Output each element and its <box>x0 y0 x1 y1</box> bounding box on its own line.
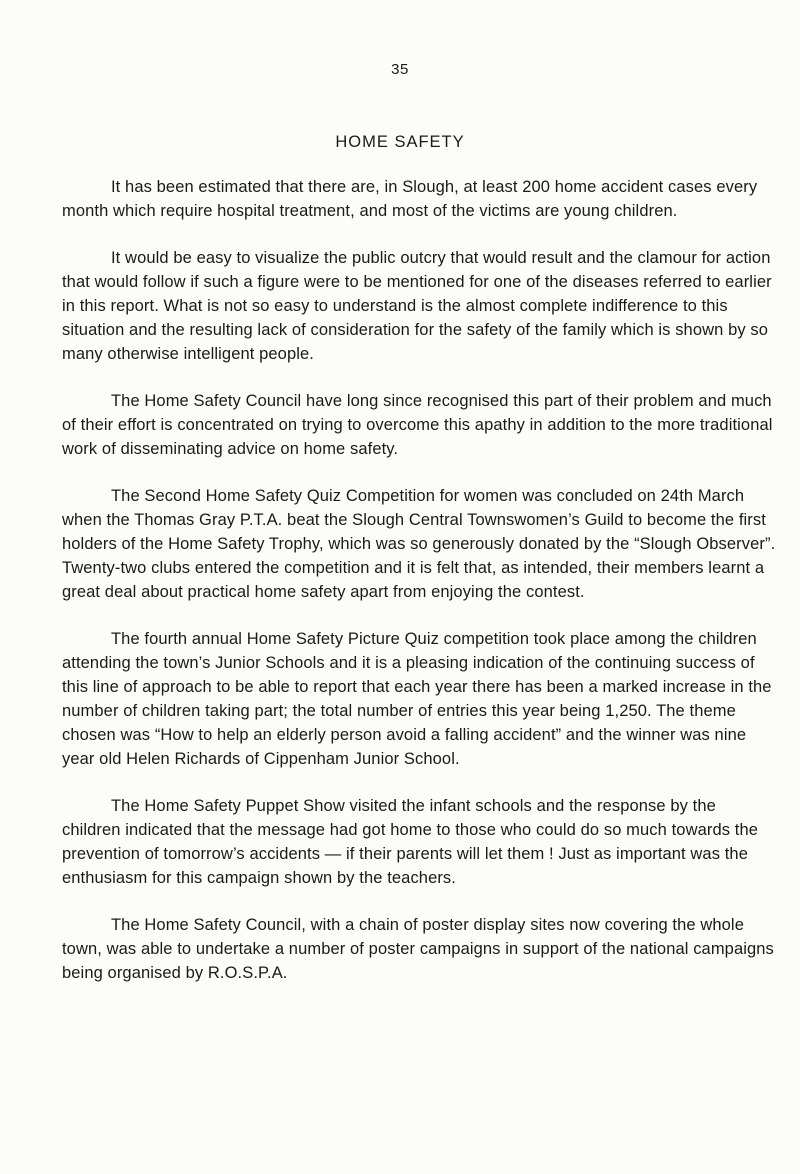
page-number: 35 <box>391 61 409 78</box>
document-body <box>62 175 778 1008</box>
page-title: HOME SAFETY <box>335 133 465 151</box>
paragraph-7: The Home Safety Council, with a chain of poster display sites now covering the whole town, was able to undertake a number of poster campaigns in support of the national campaigns being organised by R.O.S.P.A. <box>62 916 774 982</box>
paragraph-2: It would be easy to visualize the public outcry that would result and the clamour for action that would follow if such a figure were to be mentioned for one of the diseases referred to earlier in this report. What is not so easy to understand is the almost complete indifference to this situation and the resulting lack of consideration for the safety of the family which is shown by so many otherwise intelligent people. <box>62 249 772 363</box>
paragraph-6: The Home Safety Puppet Show visited the infant schools and the response by the children indicated that the message had got home to those who could do so much towards the prevention of tomorrow’s accidents — if their parents will let them ! Just as important was the enthusiasm for this campaign shown by the teachers. <box>62 797 759 887</box>
paragraph-4: The Second Home Safety Quiz Competition for women was concluded on 24th March when the Thomas Gray P.T.A. beat the Slough Central Townswomen’s Guild to become the first holders of the Home Safety Trophy, which was so generously donated by the “Slough Observer”. Twenty-two clubs entered the competition and it is felt that, as intended, their members learnt a great deal about practical home safety apart from enjoying the contest. <box>62 487 776 601</box>
paragraph-1: It has been estimated that there are, in Slough, at least 200 home accident cases every month which require hospital treatment, and most of the victims are young children. <box>62 178 758 220</box>
paragraph-5: The fourth annual Home Safety Picture Quiz competition took place among the children attending the town’s Junior Schools and it is a pleasing indication of the continuing success of this line of approach to be able to report that each year there has been a marked increase in the number of children taking part; the total number of entries this year being 1,250. The theme chosen was “How to help an elderly person avoid a falling accident” and the winner was nine year old Helen Richards of Cippenham Junior School. <box>62 630 772 768</box>
paragraph-3: The Home Safety Council have long since recognised this part of their problem and much of their effort is concentrated on trying to overcome this apathy in addition to the more traditional work of disseminating advice on home safety. <box>62 392 773 458</box>
